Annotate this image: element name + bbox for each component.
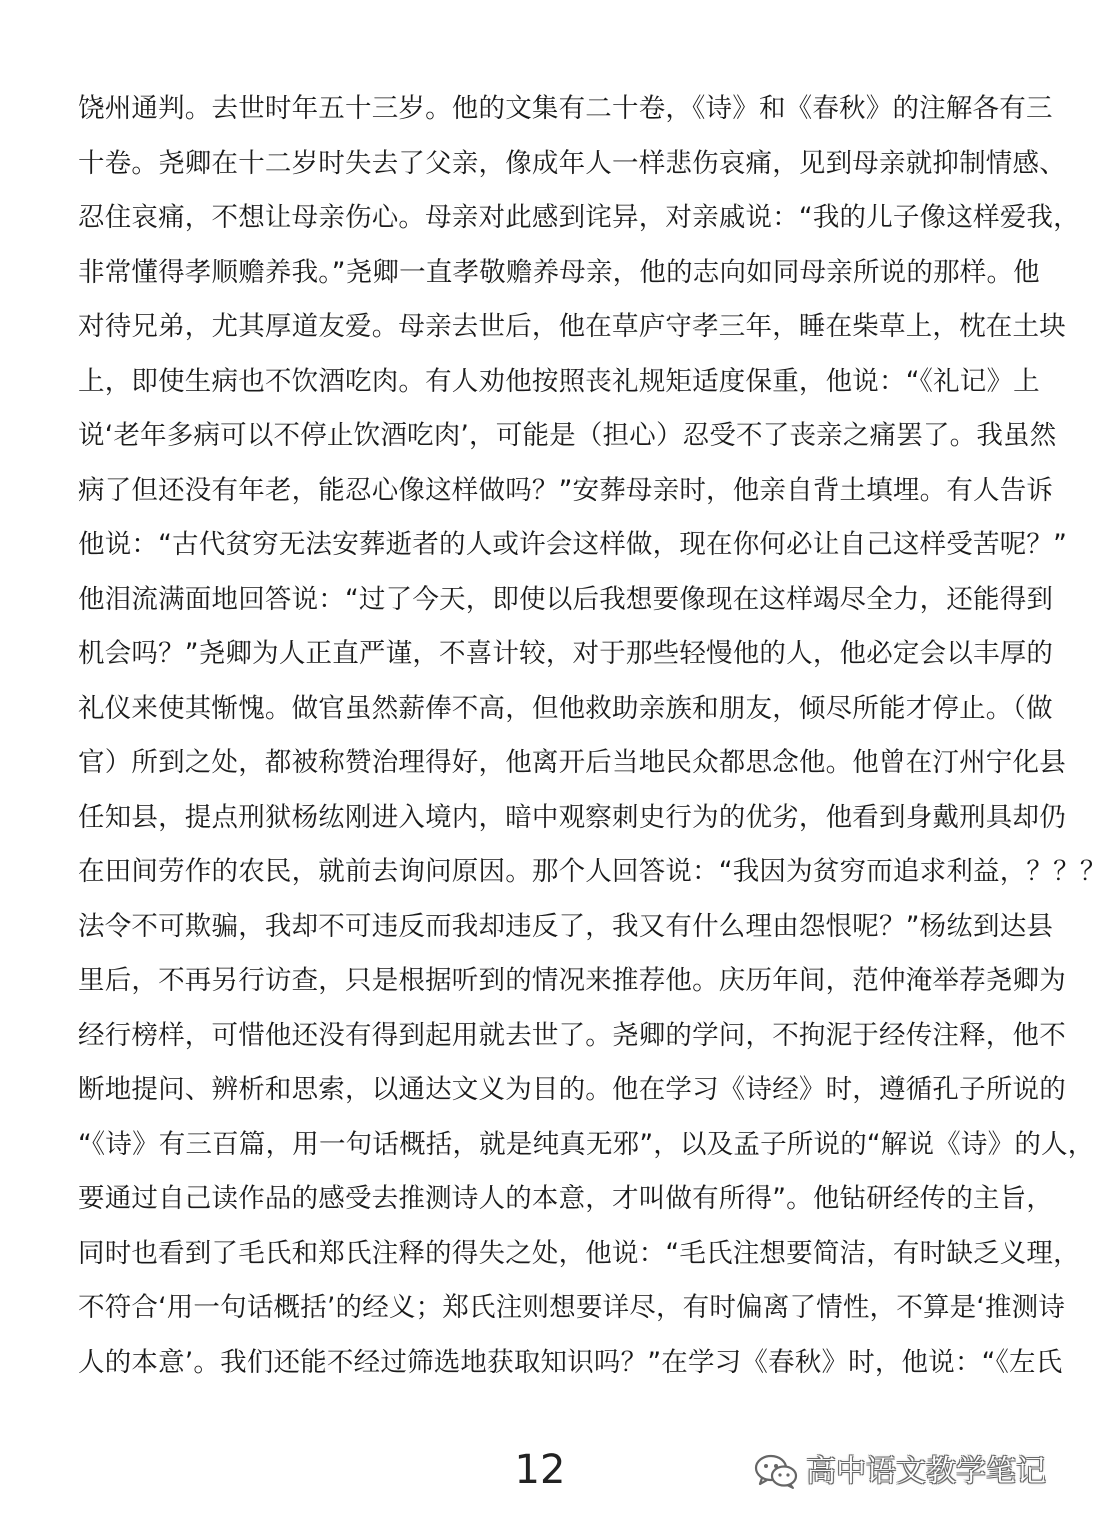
page-number: 12: [514, 1447, 566, 1493]
text-line: 要通过自己读作品的感受去推测诗人的本意，才叫做有所得”。他钻研经传的主旨，: [78, 1183, 1054, 1214]
text-line: 他说：“古代贫穷无法安葬逝者的人或许会这样做，现在你何必让自己这样受苦呢？”: [78, 529, 1068, 560]
text-line: 对待兄弟，尤其厚道友爱。母亲去世后，他在草庐守孝三年，睡在柴草上，枕在土块: [78, 311, 1066, 342]
text-line: 病了但还没有年老，能忍心像这样做吗？”安葬母亲时，他亲自背土填埋。有人告诉: [78, 474, 1054, 506]
text-line: 忍住哀痛，不想让母亲伤心。母亲对此感到诧异，对亲戚说：“我的儿子像这样爱我，: [78, 202, 1080, 233]
text-line: 说‘老年多病可以不停止饮酒吃肉’，可能是（担心）忍受不了丧亲之痛罢了。我虽然: [78, 420, 1057, 451]
text-line: 官）所到之处，都被称赞治理得好，他离开后当地民众都思念他。他曾在汀州宁化县: [78, 747, 1066, 778]
text-line: 人的本意’。我们还能不经过筛选地获取知识吗？”在学习《春秋》时，他说：“《左氏: [78, 1346, 1063, 1378]
text-line: 他泪流满面地回答说：“过了今天，即使以后我想要像现在这样竭尽全力，还能得到: [78, 583, 1054, 615]
watermark: [754, 1454, 1046, 1490]
text-line: 礼仪来使其惭愧。做官虽然薪俸不高，但他救助亲族和朋友，倾尽所能才停止。（做: [78, 692, 1053, 724]
text-line: 里后，不再另行访查，只是根据听到的情况来推荐他。庆历年间，范仲淹举荐尧卿为: [78, 965, 1066, 996]
text-line: 经行榜样，可惜他还没有得到起用就去世了。尧卿的学问，不拘泥于经传注释，他不: [78, 1019, 1066, 1051]
text-line: 十卷。尧卿在十二岁时失去了父亲，像成年人一样悲伤哀痛，见到母亲就抑制情感、: [78, 147, 1066, 179]
watermark-text: 高中语文教学笔记: [806, 1454, 1046, 1489]
text-line: “《诗》有三百篇，用一句话概括，就是纯真无邪”，以及孟子所说的“解说《诗》的人，: [78, 1128, 1095, 1160]
text-line: 断地提问、辨析和思索，以通达文义为目的。他在学习《诗经》时，遵循孔子所说的: [78, 1074, 1066, 1105]
text-line: 不符合‘用一句话概括’的经义；郑氏注则想要详尽，有时偏离了情性，不算是‘推测诗: [78, 1292, 1066, 1323]
text-line: 机会吗？”尧卿为人正直严谨，不喜计较，对于那些轻慢他的人，他必定会以丰厚的: [78, 638, 1054, 669]
body-text: [78, 82, 1107, 1390]
text-line: 在田间劳作的农民，就前去询问原因。那个人回答说：“我因为贫穷而追求利益，？？？: [78, 856, 1107, 887]
text-line: 同时也看到了毛氏和郑氏注释的得失之处，他说：“毛氏注想要简洁，有时缺乏义理，: [78, 1237, 1080, 1269]
text-line: 法令不可欺骗，我却不可违反而我却违反了，我又有什么理由怨恨呢？”杨纮到达县: [78, 910, 1054, 942]
text-line: 上，即使生病也不饮酒吃肉。有人劝他按照丧礼规矩适度保重，他说：“《礼记》上: [78, 365, 1040, 397]
text-line: 任知县，提点刑狱杨纮刚进入境内，暗中观察刺史行为的优劣，他看到身戴刑具却仍: [78, 801, 1066, 833]
text-line: 非常懂得孝顺赡养我。”尧卿一直孝敬赡养母亲，他的志向如同母亲所说的那样。他: [78, 256, 1040, 288]
text-line: 饶州通判。去世时年五十三岁。他的文集有二十卷，《诗》和《春秋》的注解各有三: [78, 93, 1053, 124]
wechat-icon: [754, 1454, 798, 1490]
